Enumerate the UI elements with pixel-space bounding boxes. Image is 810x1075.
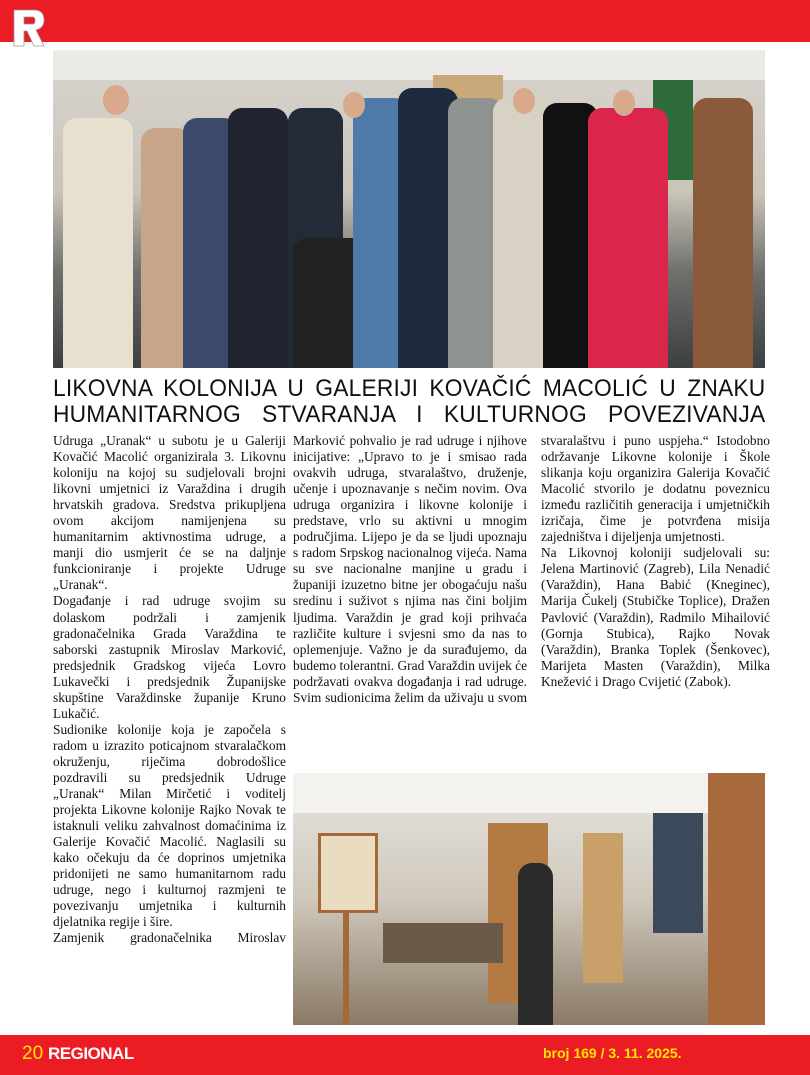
page-number: 20 [22,1043,44,1064]
paragraph: Udruga „Uranak“ u subotu je u Galeriji Kovačić Macolić organizirala 3. Likovnu koloniju na kojoj su sudjelovali brojni likovni umjetnici iz Varaždina i drugih hrvatskih gradova. Sredstva prikupljena ovom akcijom namijenjena su humanitarnim aktivnostima udruge, a manji dio usmjerit će se na daljnje funkcioniranje i projekte Udruge „Uranak“. [53,433,286,593]
painting-workshop-photo [293,773,765,1025]
issue-info: broj 169 / 3. 11. 2025. [543,1045,682,1061]
paragraph: Zamjenik gradonačelnika Miroslav [53,930,286,946]
paragraph: Marković pohvalio je rad udruge i njihove inicijative: „Upravo to je i smisao rada ovakvih udruga, stvaralaštvo, druženje, učenje i upoznavanje s nečim novim. Ova udruga organizira i likovne kolonije i predstave, vrlo su aktivni u mnogim područjima. Lijepo je da se ljudi upoznaju s radom Srpskog nacionalnog vijeća. Nama su sve nacionalne manjine u gradu i županiji izuzetno bitne jer obogaćuju našu sredinu i suživot s njima nas čini boljim ljudima. Varaždin je grad koji prihvaća različite kulture i svjesni smo da nas to oplemenjuje. Važno je da surađujemo, da budemo tolerantni. Grad Varaždin uvijek će podržavati ovakva događanja i rad udruge. Svim sudionicima želim da uživaju u svom [293,433,528,705]
regional-brand-logo: REGIONAL [48,1044,134,1063]
paragraph: Događanje i rad udruge svojim su dolaskom podržali i zamjenik gradonačelnika Grada Varaždina te saborski zastupnik Miroslav Marković, predsjednik Gradskog vijeća Lovro Lukavečki i predsjednik Županijske skupštine Varaždinske županije Kruno Lukačić. [53,593,286,721]
article-column-3 [541,433,770,690]
regional-r-logo [10,4,46,48]
paragraph: Na Likovnoj koloniji sudjelovali su: Jelena Martinović (Zagreb), Lila Nenadić (Varaždin), Hana Babić (Kneginec), Marija Čukelj (Stubičke Toplice), Dražen Pavlović (Varaždin), Radmilo Mihailović (Gornja Stubica), Rajko Novak (Varaždin), Branka Toplek (Šenkovec), Marijeta Masten (Varaždin), Milka Knežević i Drago Cvijetić (Zabok). [541,545,770,689]
article-column-2 [293,433,527,706]
footer-bar [0,1035,810,1075]
paragraph: Sudionike kolonije koja je započela s radom u izrazito poticajnom stvaralačkom okruženju, riječima dobrodošlice pozdravili su predsjednik Udruge „Uranak“ Milan Mirčetić i voditelj projekta Likovne kolonije Rajko Novak te istaknuli veliku zahvalnost domaćinima iz Galerije Kovačić Macolić. Naglasili su kako očekuju da će doprinos umjetnika pridonijeti ne samo humanitarnom radu udruge, nego i kulturnoj razmjeni te povezivanju umjetnika i kulturnih djelatnika regije i šire. [53,721,286,930]
article-headline [53,376,765,428]
headline-line-1: LIKOVNA KOLONIJA U GALERIJI KOVAČIĆ MACOLIĆ U ZNAKU [53,375,766,402]
headline-line-2: HUMANITARNOG STVARANJA I KULTURNOG POVEZIVANJA [53,401,766,428]
article-column-1 [53,433,286,947]
paragraph: stvaralaštvu i puno uspjeha.“ Istodobno održavanje Likovne kolonije i Škole slikanja koju organizira Galerija Kovačić Macolić stvorilo je dodatnu poveznicu između različitih generacija i umjetničkih izričaja, čime je potvrđena misija zajedništva i dijeljenja umjetnosti. [541,433,770,545]
group-photo [53,50,765,368]
top-red-bar [0,0,810,42]
